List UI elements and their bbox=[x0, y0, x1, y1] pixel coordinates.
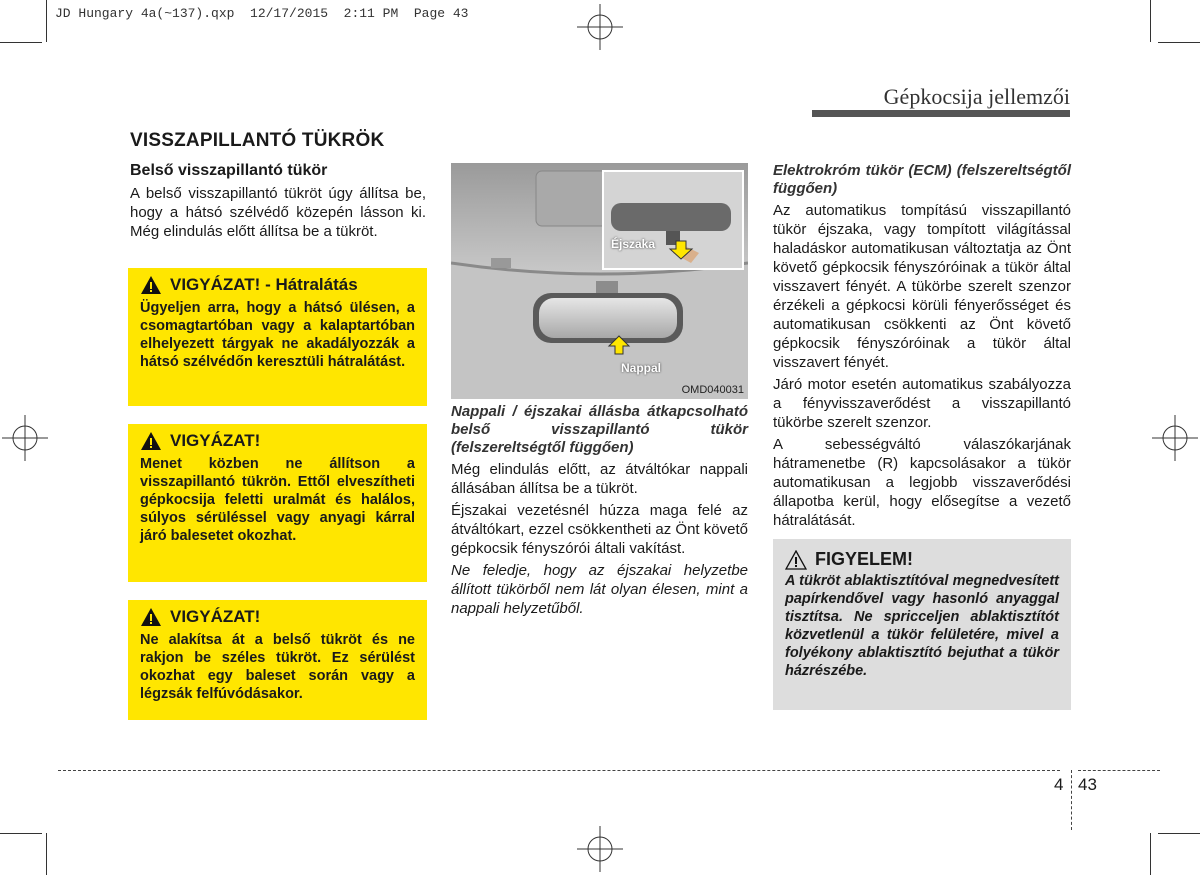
day-night-p3: Ne feledje, hogy az éjszakai helyzetbe állított tükörből nem lát olyan élesen, mint a nappali helyzetűből. bbox=[451, 562, 748, 617]
notice-title-text: FIGYELEM! bbox=[815, 549, 913, 569]
crop-mark bbox=[46, 833, 47, 875]
registration-mark-right bbox=[1152, 415, 1198, 461]
warning-title bbox=[140, 275, 415, 295]
mirror-drawing bbox=[451, 163, 748, 399]
notice-body: A tükröt ablaktisztítóval megnedvesített papírkendővel vagy hasonló anyaggal tisztítsa. Ne spricceljen ablaktisztítót közvetlenül a tükör felületére, mivel a folyékony ablaktisztító bejuthat a tükör házrészébe. bbox=[785, 573, 1059, 679]
figure-code: OMD040031 bbox=[681, 384, 744, 396]
registration-mark-bottom bbox=[577, 826, 623, 872]
warning-body: Menet közben ne állítson a visszapillantó tükrön. Ettől elveszítheti gépkocsija feletti uralmát és halálos, súlyos sérüléssel vagy anyagi kárral járó balesetet okozhat. bbox=[140, 456, 415, 544]
footer-rule-right bbox=[1078, 770, 1160, 771]
day-night-mirror-heading: Nappali / éjszakai állásba átkapcsolható belső visszapillantó tükör (felszereltségtől függően) bbox=[451, 403, 748, 456]
ecm-p2: Járó motor esetén automatikus szabályozza a fényvisszaverődést a visszapillantó tükörbe szerelt szenzor. bbox=[773, 376, 1071, 431]
warning-triangle-icon bbox=[140, 275, 162, 295]
registration-mark-left bbox=[2, 415, 48, 461]
label-night: Éjszaka bbox=[611, 237, 656, 251]
warning-box bbox=[128, 424, 427, 582]
crop-mark bbox=[1150, 0, 1151, 42]
warning-title bbox=[140, 607, 415, 627]
ecm-heading: Elektrokróm tükör (ECM) (felszereltségtől függően) bbox=[773, 162, 1071, 197]
crop-mark bbox=[1158, 833, 1200, 834]
crop-mark bbox=[0, 42, 42, 43]
notice-box bbox=[773, 539, 1071, 710]
crop-mark bbox=[46, 0, 47, 42]
notice-title bbox=[785, 549, 1059, 570]
intro-text: A belső visszapillantó tükröt úgy állítsa be, hogy a hátsó szélvédő közepén lásson ki. Még elindulás előtt állítsa be a tükröt. bbox=[130, 185, 426, 240]
footer-rule-left bbox=[58, 770, 1060, 771]
warning-title-text: VIGYÁZAT! bbox=[170, 607, 261, 626]
caution-triangle-icon bbox=[785, 550, 807, 570]
warning-box bbox=[128, 600, 427, 720]
warning-title-text: VIGYÁZAT! bbox=[170, 431, 261, 450]
warning-box bbox=[128, 268, 427, 406]
chapter-number: 4 bbox=[1054, 775, 1064, 794]
day-night-p2: Éjszakai vezetésnél húzza maga felé az átváltókart, ezzel csökkentheti az Önt követő gépkocsik fényszórói általi vakítást. bbox=[451, 502, 748, 557]
crop-mark bbox=[1158, 42, 1200, 43]
ecm-p1: Az automatikus tompítású visszapillantó tükör éjszaka, vagy tompított világítással haladáskor automatikusan változtatja az Önt követő gépkocsik fényszóróinak a tükör által visszavert fényét. A tükörbe szerelt szenzor érzékeli a gépkocsi körüli fényerősséget és automatikusan csökkenti az Önt követő gépkocsik fényszóróinak a tükör által visszavert fényét. bbox=[773, 202, 1071, 371]
page-header-title: Gépkocsija jellemzői bbox=[883, 84, 1070, 109]
footer-divider bbox=[1071, 770, 1073, 830]
ecm-p3: A sebességváltó válaszókarjának hátramenetbe (R) kapcsolásakor a tükör automatikusan a legjobb visszaverődési állapotba kerül, hogy elősegítse a vezető hátralátását. bbox=[773, 436, 1071, 529]
warning-title bbox=[140, 431, 415, 451]
warning-title-text: VIGYÁZAT! - Hátralátás bbox=[170, 275, 358, 294]
mirror-illustration bbox=[451, 163, 748, 399]
warning-body: Ne alakítsa át a belső tükröt és ne rakjon be széles tükröt. Ez sérülést okozhat egy baleset során vagy a légzsák felfúvódásakor. bbox=[140, 632, 415, 702]
warning-body: Ügyeljen arra, hogy a hátsó ülésen, a csomagtartóban vagy a kalaptartóban elhelyezett tárgyak ne akadályozzák a hátsó szélvédőn keresztüli hátralátást. bbox=[140, 300, 415, 370]
header-bar bbox=[812, 110, 1070, 117]
label-day: Nappal bbox=[621, 361, 662, 375]
section-title: VISSZAPILLANTÓ TÜKRÖK bbox=[130, 130, 385, 151]
warning-triangle-icon bbox=[140, 607, 162, 627]
intro-paragraph bbox=[130, 184, 426, 244]
page-number: 43 bbox=[1078, 775, 1097, 794]
day-night-p1: Még elindulás előtt, az átváltókar nappali állásában állítsa be a tükröt. bbox=[451, 461, 748, 497]
right-column bbox=[773, 162, 1071, 533]
registration-mark-top bbox=[577, 4, 623, 50]
crop-mark bbox=[1150, 833, 1151, 875]
crop-mark bbox=[0, 833, 42, 834]
warning-triangle-icon bbox=[140, 431, 162, 451]
subheading: Belső visszapillantó tükör bbox=[130, 162, 328, 179]
print-slug: JD Hungary 4a(~137).qxp 12/17/2015 2:11 PM Page 43 bbox=[55, 6, 469, 21]
middle-column bbox=[451, 403, 748, 621]
